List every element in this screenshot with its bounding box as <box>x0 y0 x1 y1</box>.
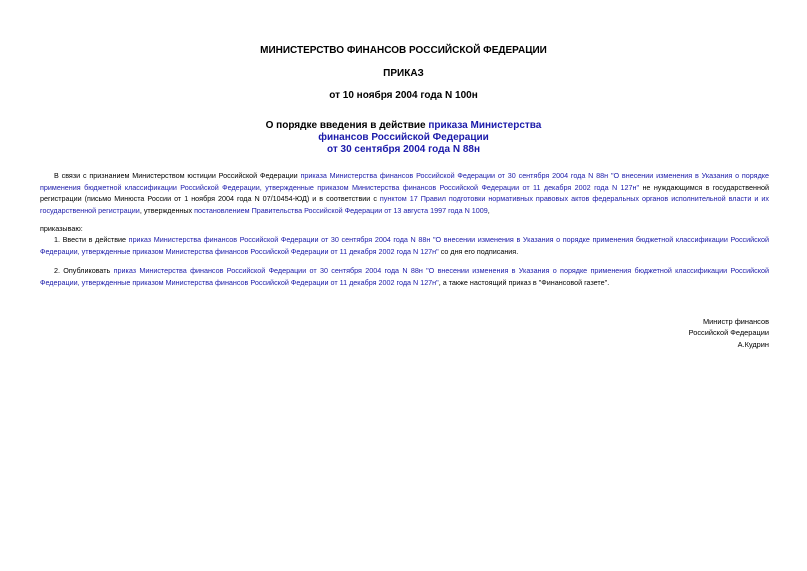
order-88n-link[interactable]: приказа Министерства финансов Российской Федерации от 30 сентября 2004 года N 88н "О внесении изменения в Указания о порядке применения бюджетной классификации Российской Федерации, утвержденные приказом Министерства финансов Российской Федерации от 11 декабря 2002 года N 127н" <box>40 171 769 192</box>
title-prefix: О порядке введения в действие <box>265 120 429 131</box>
signature-position: Министр финансов <box>702 317 769 326</box>
preamble-text-2: не нуждающимся в государственной регистрации (письмо Минюста России от 1 ноября 2004 года N 07/10454-ЮД) и в соответствии с <box>40 182 769 204</box>
item-2-text-2: , а также настоящий приказ в "Финансовой газете". <box>438 277 610 287</box>
item-1-text-1: 1. Ввести в действие <box>54 235 129 244</box>
preamble-paragraph <box>40 170 769 216</box>
title-link-line3[interactable]: от 30 сентября 2004 года N 88н <box>327 144 480 155</box>
preamble-text-3: , утвержденных <box>139 205 195 215</box>
item-1-paragraph <box>40 234 769 257</box>
title-link-line1[interactable]: приказа Министерства <box>428 120 542 131</box>
order-date: от 10 ноября 2004 года N 100н <box>329 90 478 101</box>
rules-item-17-link[interactable]: пунктом 17 Правил подготовки нормативных правовых актов федеральных органов исполнительной власти и их государственной регистрации <box>40 194 769 215</box>
title-link-line2[interactable]: финансов Российской Федерации <box>318 132 489 143</box>
preamble-text-1: В связи с признанием Министерством юстиции Российской Федерации <box>54 171 301 180</box>
ministry-heading: МИНИСТЕРСТВО ФИНАНСОВ РОССИЙСКОЙ ФЕДЕРАЦИИ <box>260 45 547 56</box>
prikazyvayu-text: приказываю: <box>40 224 83 233</box>
government-resolution-link[interactable]: постановлением Правительства Российской Федерации от 13 августа 1997 года N 1009 <box>194 205 488 215</box>
item-2-paragraph <box>40 265 769 288</box>
order-heading: ПРИКАЗ <box>383 68 424 79</box>
document-title <box>200 120 607 156</box>
preamble-text-4: , <box>487 205 490 215</box>
signature-organization: Российской Федерации <box>688 328 769 338</box>
item-1-text-2: со дня его подписания. <box>438 246 519 256</box>
signature-block <box>689 316 769 350</box>
item-1-order-link[interactable]: приказ Министерства финансов Российской Федерации от 30 сентября 2004 года N 88н "О внесении изменения в Указания о порядке применения бюджетной классификации Российской Федерации, утвержденные приказом Министерства финансов Российской Федерации от 11 декабря 2002 года N 127н" <box>40 235 769 256</box>
item-2-order-link[interactable]: приказ Министерства финансов Российской Федерации от 30 сентября 2004 года N 88н "О внесении изменения в Указания о порядке применения бюджетной классификации Российской Федерации, утвержденные приказом Министерства финансов Российской Федерации от 11 декабря 2002 года N 127н" <box>40 266 770 287</box>
item-2-text-1: 2. Опубликовать <box>54 266 114 275</box>
signature-name: А.Кудрин <box>737 339 769 349</box>
